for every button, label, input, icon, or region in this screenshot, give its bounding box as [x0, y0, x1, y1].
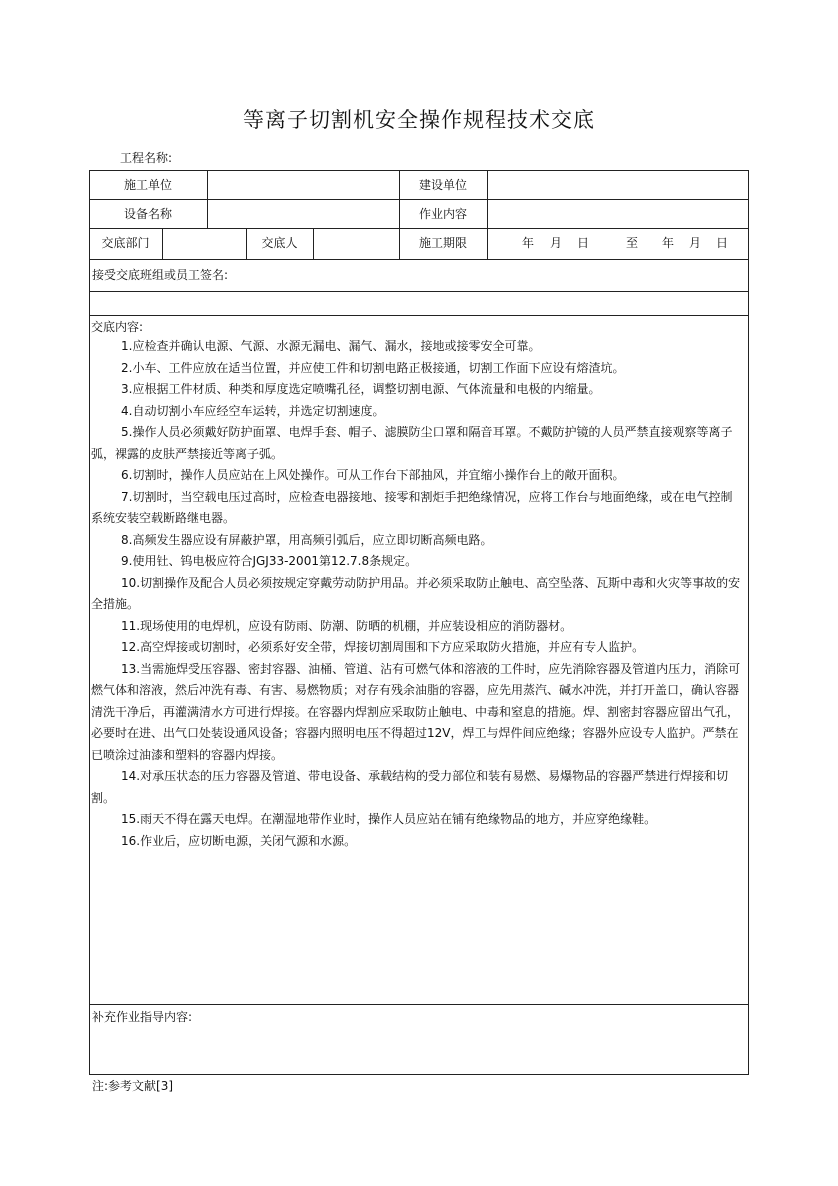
date-month-start: 月	[550, 236, 563, 250]
equipment-name-label: 设备名称	[123, 207, 172, 221]
date-to: 至	[626, 236, 639, 250]
disclosure-content	[91, 318, 743, 852]
content-item: 11.现场使用的电焊机，应设有防雨、防潮、防晒的机棚，并应装设相应的消防器材。	[121, 618, 573, 633]
construction-unit-label: 施工单位	[123, 178, 172, 192]
row-divider	[89, 228, 749, 229]
table-border-top	[89, 170, 749, 171]
department-label: 交底部门	[101, 236, 150, 250]
reference-note: 注:参考文献[3]	[92, 1079, 174, 1093]
content-item: 6.切割时，操作人员应站在上风处操作。可从工作台下部抽风，并宜缩小操作台上的敞开面积。	[121, 468, 625, 482]
document-title: 等离子切割机安全操作规程技术交底	[243, 108, 595, 132]
content-item: 10.切割操作及配合人员必须按规定穿戴劳动防护用品。并必须采取防止触电、高空坠落、瓦斯中毒和火灾等事故的安全措施。	[91, 575, 741, 611]
content-item: 16.作业后，应切断电源，关闭气源和水源。	[121, 833, 357, 848]
content-item: 7.切割时，当空载电压过高时，应检查电器接地、接零和割炬手把绝缘情况，应将工作台与地面绝缘，或在电气控制系统安装空载断路继电器。	[91, 489, 733, 525]
signature-label: 接受交底班组或员工签名:	[92, 268, 229, 282]
row-divider	[89, 259, 749, 260]
supplement-label: 补充作业指导内容:	[92, 1010, 193, 1024]
date-day-end: 日	[716, 236, 729, 250]
content-item: 8.高频发生器应设有屏蔽护罩，用高频引弧后，应立即切断高频电路。	[121, 532, 493, 547]
presenter-label: 交底人	[261, 236, 298, 250]
content-item: 15.雨天不得在露天电焊。在潮湿地带作业时，操作人员应站在铺有绝缘物品的地方，并应穿绝缘鞋。	[121, 812, 657, 826]
owner-unit-label: 建设单位	[418, 178, 467, 192]
table-border-right	[748, 170, 749, 1075]
col-divider	[162, 228, 163, 259]
date-year-end: 年	[662, 236, 675, 250]
content-item: 3.应根据工件材质、种类和厚度选定喷嘴孔径，调整切割电源、气体流量和电极的内缩量。	[121, 382, 601, 396]
period-label: 施工期限	[418, 236, 467, 250]
content-item: 5.操作人员必须戴好防护面罩、电焊手套、帽子、滤膜防尘口罩和隔音耳罩。不戴防护镜的人员严禁直接观察等离子弧，裸露的皮肤严禁接近等离子弧。	[91, 425, 733, 461]
row-divider	[89, 315, 749, 316]
date-month-end: 月	[689, 236, 702, 250]
content-item: 14.对承压状态的压力容器及管道、带电设备、承载结构的受力部位和装有易燃、易爆物品的容器严禁进行焊接和切割。	[91, 769, 729, 805]
project-name-label: 工程名称:	[120, 151, 173, 165]
content-item: 13.当需施焊受压容器、密封容器、油桶、管道、沾有可燃气体和溶液的工件时，应先消除容器及管道内压力，消除可燃气体和溶液，然后冲洗有毒、有害、易燃物质；对存有残余油脂的容器，应先用蒸汽、碱水冲洗，并打开盖口，确认容器清洗干净后，再灌满清水方可进行焊接。在容器内焊割应采取防止触电、中毒和窒息的措施。焊、割密封容器应留出气孔，必要时在进、出气口处装设通风设备；容器内照明电压不得超过12V，焊工与焊件间应绝缘；容器外应设专人监护。严禁在已喷涂过油漆和塑料的容器内焊接。	[91, 661, 741, 762]
row-divider	[89, 291, 749, 292]
work-content-label: 作业内容	[418, 207, 467, 221]
row-divider	[89, 199, 749, 200]
col-divider	[207, 170, 208, 228]
table-border-left	[89, 170, 90, 1075]
content-item: 9.使用钍、钨电极应符合JGJ33-2001第12.7.8条规定。	[121, 554, 418, 568]
row-divider	[89, 1004, 749, 1005]
content-label: 交底内容:	[91, 320, 144, 334]
col-divider	[313, 228, 314, 259]
col-divider	[487, 170, 488, 259]
date-year-start: 年	[522, 236, 535, 250]
content-item: 1.应检查并确认电源、气源、水源无漏电、漏气、漏水，接地或接零安全可靠。	[121, 339, 541, 353]
content-item: 2.小车、工件应放在适当位置，并应使工件和切割电路正极接通，切割工作面下应设有熔渣坑。	[121, 360, 625, 375]
content-item: 12.高空焊接或切割时，必须系好安全带，焊接切割周围和下方应采取防火措施，并应有专人监护。	[121, 640, 645, 654]
date-day-start: 日	[577, 236, 590, 250]
table-border-bottom	[89, 1074, 749, 1075]
content-item: 4.自动切割小车应经空车运转，并选定切割速度。	[121, 403, 385, 418]
